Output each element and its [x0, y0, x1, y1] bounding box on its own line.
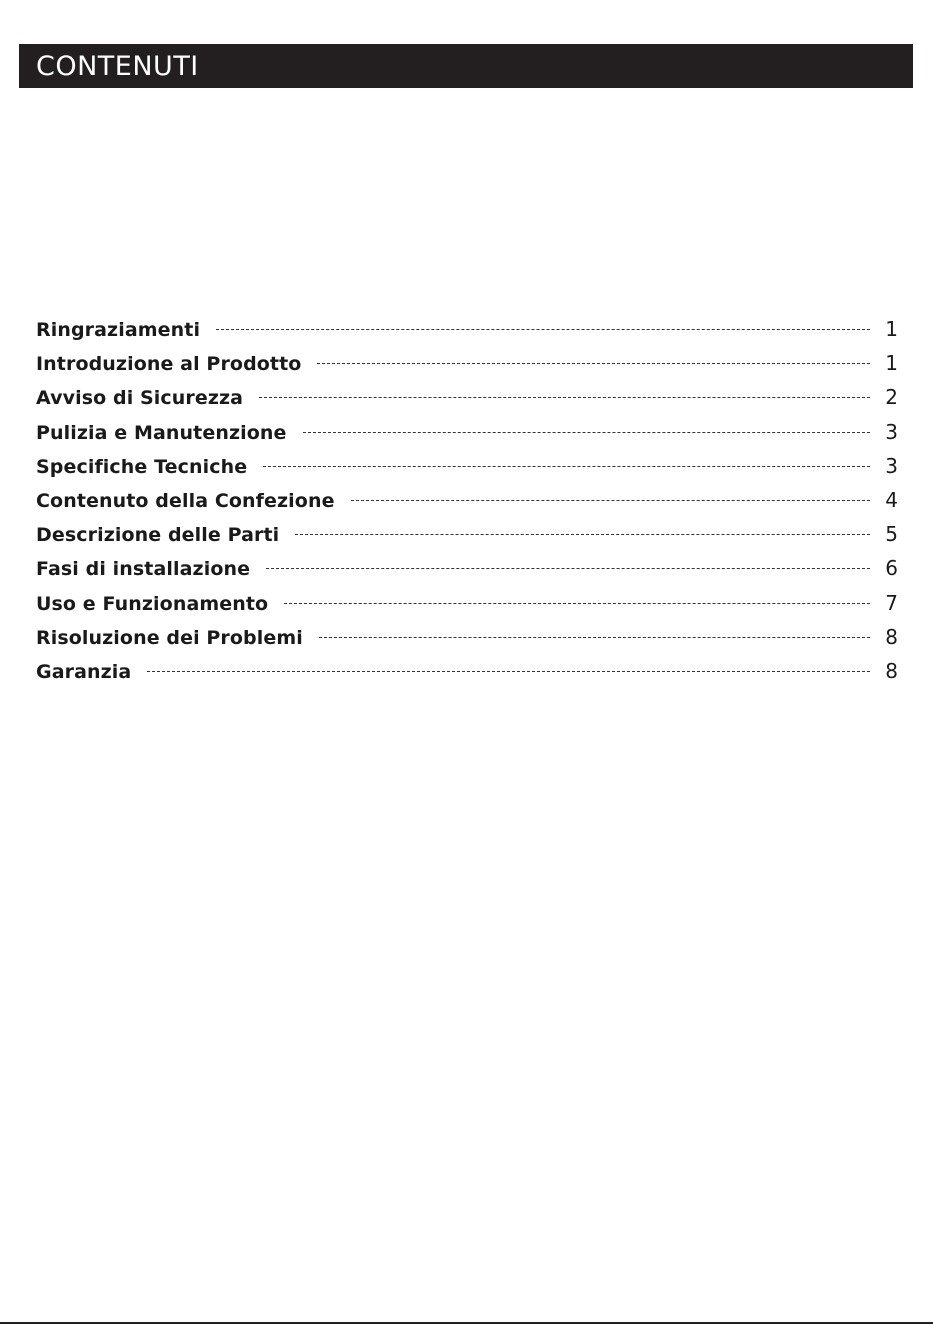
- toc-page-number: 3: [885, 419, 898, 444]
- toc-entry-descrizione[interactable]: [36, 517, 898, 551]
- toc-dot-leader: [284, 603, 870, 604]
- toc-dot-leader: [266, 568, 870, 569]
- toc-page-number: 1: [885, 317, 898, 341]
- toc-dot-leader: [319, 637, 870, 638]
- toc-dot-leader: [295, 534, 870, 535]
- toc-entry-label: Introduzione al Prodotto: [36, 353, 302, 376]
- toc-page-number: 8: [885, 624, 898, 649]
- toc-entry-uso[interactable]: [36, 586, 898, 620]
- toc-page-number: 2: [885, 385, 898, 410]
- page-title: CONTENUTI: [36, 50, 199, 82]
- toc-entry-contenuto[interactable]: [36, 483, 898, 517]
- toc-entry-label: Ringraziamenti: [36, 319, 201, 341]
- toc-entry-label: Avviso di Sicurezza: [36, 387, 244, 410]
- toc-dot-leader: [147, 671, 870, 672]
- toc-entry-garanzia[interactable]: [36, 654, 898, 688]
- toc-page-number: 6: [885, 556, 898, 581]
- toc-dot-leader: [317, 363, 870, 364]
- section-header-bar: [19, 44, 913, 88]
- toc-entry-avviso-sicurezza[interactable]: [36, 380, 898, 414]
- toc-entry-label: Descrizione delle Parti: [36, 524, 280, 547]
- toc-page-number: 7: [885, 590, 898, 615]
- toc-entry-label: Uso e Funzionamento: [36, 592, 269, 615]
- toc-dot-leader: [351, 500, 870, 501]
- toc-entry-specifiche[interactable]: [36, 449, 898, 483]
- toc-dot-leader: [303, 432, 871, 433]
- toc-entry-label: Specifiche Tecniche: [36, 455, 248, 478]
- toc-page-number: 5: [885, 522, 898, 547]
- toc-entry-label: Contenuto della Confezione: [36, 489, 335, 512]
- toc-entry-ringraziamenti[interactable]: [36, 312, 898, 346]
- toc-dot-leader: [263, 466, 870, 467]
- toc-entry-label: Garanzia: [36, 660, 132, 683]
- toc-entry-pulizia[interactable]: [36, 415, 898, 449]
- toc-entry-introduzione[interactable]: [36, 346, 898, 380]
- toc-entry-risoluzione[interactable]: [36, 620, 898, 654]
- toc-entry-installazione[interactable]: [36, 551, 898, 585]
- toc-entry-label: Pulizia e Manutenzione: [36, 421, 287, 444]
- table-of-contents: [36, 312, 898, 688]
- toc-page-number: 1: [885, 351, 898, 376]
- toc-dot-leader: [259, 397, 870, 398]
- toc-dot-leader: [216, 329, 870, 330]
- toc-page-number: 4: [885, 487, 898, 512]
- toc-entry-label: Fasi di installazione: [36, 558, 251, 581]
- toc-page-number: 8: [885, 658, 898, 683]
- toc-page-number: 3: [885, 453, 898, 478]
- toc-entry-label: Risoluzione dei Problemi: [36, 626, 303, 649]
